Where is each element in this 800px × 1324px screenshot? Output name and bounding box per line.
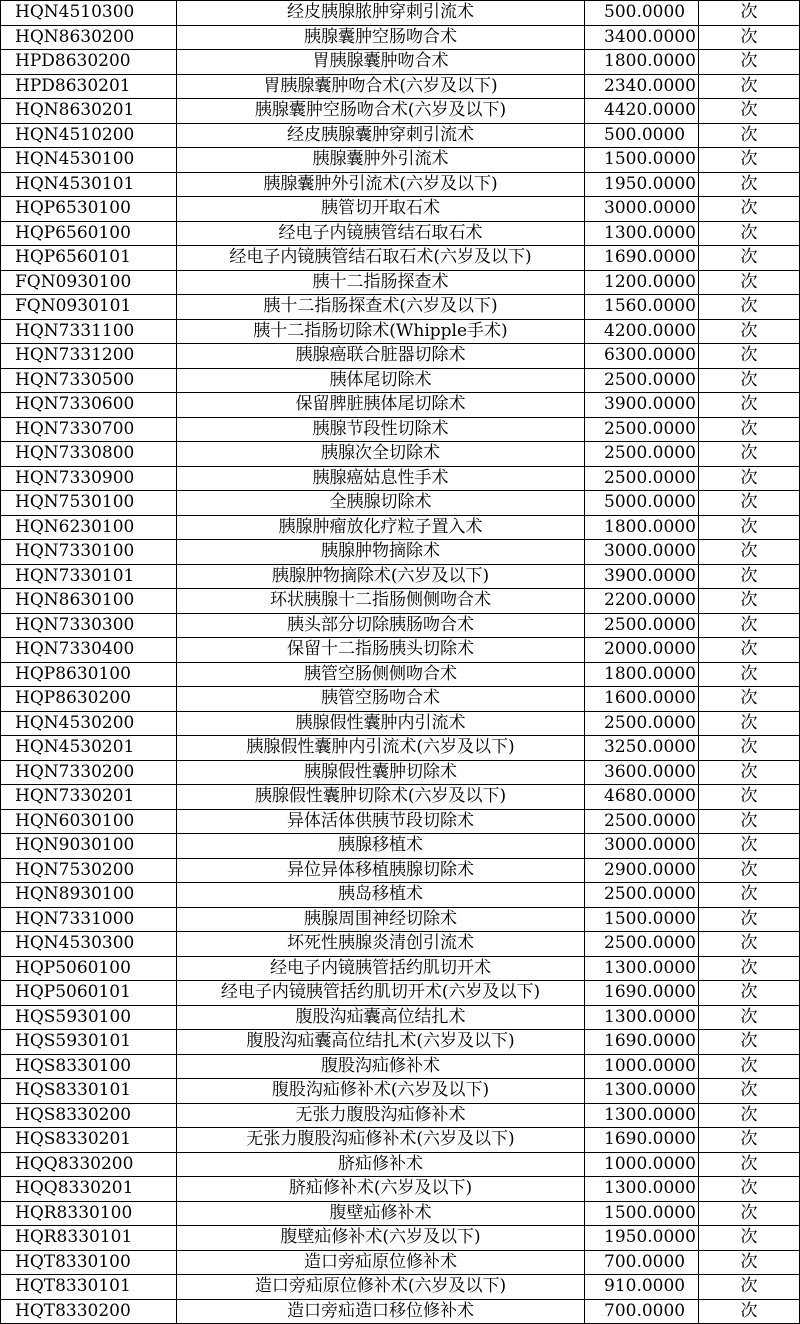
item-price-cell: 2500.0000 [585, 442, 699, 467]
item-name-cell: 经电子内镜胰管结石取石术 [177, 221, 585, 246]
table-row [1, 197, 800, 222]
item-price-cell: 1300.0000 [585, 1079, 699, 1104]
item-price-cell: 4680.0000 [585, 785, 699, 810]
table-row [1, 687, 800, 712]
item-code-cell: HQN7330700 [1, 417, 177, 442]
item-name-cell: 异位异体移植胰腺切除术 [177, 858, 585, 883]
item-code-cell: HQN4510300 [1, 1, 177, 26]
item-name-cell: 腹壁疝修补术 [177, 1201, 585, 1226]
table-row [1, 515, 800, 540]
item-price-cell: 2500.0000 [585, 883, 699, 908]
item-price-cell: 3900.0000 [585, 393, 699, 418]
item-name-cell: 胃胰腺囊肿吻合术(六岁及以下) [177, 74, 585, 99]
item-price-cell: 1200.0000 [585, 270, 699, 295]
table-row [1, 393, 800, 418]
item-price-cell: 1000.0000 [585, 1152, 699, 1177]
item-name-cell: 胰腺假性囊肿切除术(六岁及以下) [177, 785, 585, 810]
item-price-cell: 500.0000 [585, 123, 699, 148]
item-code-cell: HQN7330300 [1, 613, 177, 638]
item-price-cell: 1500.0000 [585, 148, 699, 173]
item-unit-cell: 次 [699, 50, 800, 75]
item-price-cell: 1800.0000 [585, 662, 699, 687]
item-unit-cell: 次 [699, 834, 800, 859]
item-unit-cell: 次 [699, 491, 800, 516]
item-code-cell: HQN7530100 [1, 491, 177, 516]
item-price-cell: 2340.0000 [585, 74, 699, 99]
item-unit-cell: 次 [699, 74, 800, 99]
item-name-cell: 腹股沟疝修补术 [177, 1054, 585, 1079]
table-row [1, 1128, 800, 1153]
item-price-cell: 1300.0000 [585, 1005, 699, 1030]
item-name-cell: 胰腺囊肿外引流术(六岁及以下) [177, 172, 585, 197]
fee-table-body [1, 1, 800, 1324]
item-code-cell: HQN7331000 [1, 907, 177, 932]
table-row [1, 1275, 800, 1300]
item-name-cell: 胰管空肠侧侧吻合术 [177, 662, 585, 687]
item-name-cell: 胰腺周围神经切除术 [177, 907, 585, 932]
table-row [1, 1079, 800, 1104]
item-price-cell: 1000.0000 [585, 1054, 699, 1079]
table-row [1, 417, 800, 442]
item-price-cell: 1690.0000 [585, 246, 699, 271]
item-name-cell: 胰腺囊肿外引流术 [177, 148, 585, 173]
item-code-cell: HQS8330100 [1, 1054, 177, 1079]
table-row [1, 613, 800, 638]
table-row [1, 491, 800, 516]
table-row [1, 638, 800, 663]
item-unit-cell: 次 [699, 1054, 800, 1079]
item-price-cell: 3000.0000 [585, 197, 699, 222]
item-unit-cell: 次 [699, 760, 800, 785]
table-row [1, 99, 800, 124]
item-price-cell: 1300.0000 [585, 1177, 699, 1202]
item-code-cell: HQN4530101 [1, 172, 177, 197]
table-row [1, 1299, 800, 1324]
item-unit-cell: 次 [699, 172, 800, 197]
item-price-cell: 4420.0000 [585, 99, 699, 124]
item-name-cell: 环状胰腺十二指肠侧侧吻合术 [177, 589, 585, 614]
item-code-cell: FQN0930100 [1, 270, 177, 295]
table-row [1, 834, 800, 859]
item-price-cell: 1690.0000 [585, 981, 699, 1006]
item-code-cell: HQP6560100 [1, 221, 177, 246]
item-code-cell: HQR8330100 [1, 1201, 177, 1226]
table-row [1, 760, 800, 785]
table-row [1, 981, 800, 1006]
item-unit-cell: 次 [699, 711, 800, 736]
item-price-cell: 1800.0000 [585, 515, 699, 540]
item-price-cell: 1300.0000 [585, 221, 699, 246]
item-unit-cell: 次 [699, 270, 800, 295]
item-name-cell: 胰腺癌联合脏器切除术 [177, 344, 585, 369]
item-unit-cell: 次 [699, 25, 800, 50]
item-unit-cell: 次 [699, 368, 800, 393]
item-name-cell: 胰头部分切除胰肠吻合术 [177, 613, 585, 638]
item-name-cell: 胰腺节段性切除术 [177, 417, 585, 442]
table-row [1, 50, 800, 75]
item-code-cell: HQP5060101 [1, 981, 177, 1006]
item-unit-cell: 次 [699, 809, 800, 834]
table-row [1, 1250, 800, 1275]
item-name-cell: 胰腺囊肿空肠吻合术 [177, 25, 585, 50]
item-code-cell: HQN6030100 [1, 809, 177, 834]
item-name-cell: 胰腺移植术 [177, 834, 585, 859]
item-unit-cell: 次 [699, 981, 800, 1006]
table-row [1, 466, 800, 491]
table-row [1, 1, 800, 26]
item-code-cell: HQN7330800 [1, 442, 177, 467]
item-code-cell: HQN4530200 [1, 711, 177, 736]
item-price-cell: 1950.0000 [585, 1226, 699, 1251]
item-unit-cell: 次 [699, 932, 800, 957]
table-row [1, 711, 800, 736]
item-code-cell: HQN7330600 [1, 393, 177, 418]
table-row [1, 956, 800, 981]
item-name-cell: 胰腺肿物摘除术(六岁及以下) [177, 564, 585, 589]
item-unit-cell: 次 [699, 907, 800, 932]
table-row [1, 442, 800, 467]
table-row [1, 319, 800, 344]
item-name-cell: 经皮胰腺囊肿穿刺引流术 [177, 123, 585, 148]
item-unit-cell: 次 [699, 662, 800, 687]
item-price-cell: 2200.0000 [585, 589, 699, 614]
item-code-cell: HQT8330101 [1, 1275, 177, 1300]
item-unit-cell: 次 [699, 393, 800, 418]
item-unit-cell: 次 [699, 99, 800, 124]
item-name-cell: 经电子内镜胰管结石取石术(六岁及以下) [177, 246, 585, 271]
item-price-cell: 1690.0000 [585, 1128, 699, 1153]
item-unit-cell: 次 [699, 564, 800, 589]
item-code-cell: HQP8630200 [1, 687, 177, 712]
item-name-cell: 胰腺肿瘤放化疗粒子置入术 [177, 515, 585, 540]
item-code-cell: HQP8630100 [1, 662, 177, 687]
item-price-cell: 1600.0000 [585, 687, 699, 712]
item-price-cell: 2500.0000 [585, 368, 699, 393]
table-row [1, 1054, 800, 1079]
item-unit-cell: 次 [699, 1226, 800, 1251]
item-code-cell: HQN4530100 [1, 148, 177, 173]
item-code-cell: HQN7330201 [1, 785, 177, 810]
item-unit-cell: 次 [699, 1103, 800, 1128]
item-price-cell: 6300.0000 [585, 344, 699, 369]
item-price-cell: 3600.0000 [585, 760, 699, 785]
item-price-cell: 1500.0000 [585, 1201, 699, 1226]
item-unit-cell: 次 [699, 883, 800, 908]
item-price-cell: 3250.0000 [585, 736, 699, 761]
item-unit-cell: 次 [699, 1079, 800, 1104]
item-unit-cell: 次 [699, 687, 800, 712]
item-price-cell: 2500.0000 [585, 613, 699, 638]
item-price-cell: 700.0000 [585, 1250, 699, 1275]
item-name-cell: 全胰腺切除术 [177, 491, 585, 516]
item-code-cell: HQQ8330201 [1, 1177, 177, 1202]
table-row [1, 883, 800, 908]
table-row [1, 368, 800, 393]
item-name-cell: 脐疝修补术 [177, 1152, 585, 1177]
table-row [1, 295, 800, 320]
item-price-cell: 3000.0000 [585, 834, 699, 859]
item-price-cell: 1950.0000 [585, 172, 699, 197]
item-code-cell: HQN8630100 [1, 589, 177, 614]
item-unit-cell: 次 [699, 1275, 800, 1300]
item-unit-cell: 次 [699, 589, 800, 614]
item-name-cell: 腹股沟疝囊高位结扎术 [177, 1005, 585, 1030]
item-code-cell: HQS8330200 [1, 1103, 177, 1128]
item-name-cell: 胰管空肠吻合术 [177, 687, 585, 712]
item-price-cell: 1500.0000 [585, 907, 699, 932]
item-code-cell: HQR8330101 [1, 1226, 177, 1251]
item-code-cell: HQN7331100 [1, 319, 177, 344]
table-row [1, 564, 800, 589]
table-row [1, 589, 800, 614]
item-name-cell: 腹壁疝修补术(六岁及以下) [177, 1226, 585, 1251]
table-row [1, 344, 800, 369]
item-price-cell: 3900.0000 [585, 564, 699, 589]
item-price-cell: 2500.0000 [585, 932, 699, 957]
item-code-cell: HQN4510200 [1, 123, 177, 148]
table-row [1, 932, 800, 957]
item-name-cell: 胰十二指肠探查术(六岁及以下) [177, 295, 585, 320]
table-row [1, 1030, 800, 1055]
item-unit-cell: 次 [699, 344, 800, 369]
item-name-cell: 坏死性胰腺炎清创引流术 [177, 932, 585, 957]
item-unit-cell: 次 [699, 246, 800, 271]
table-row [1, 1177, 800, 1202]
item-code-cell: HQS5930101 [1, 1030, 177, 1055]
item-price-cell: 1560.0000 [585, 295, 699, 320]
item-price-cell: 500.0000 [585, 1, 699, 26]
item-unit-cell: 次 [699, 736, 800, 761]
item-name-cell: 异体活体供胰节段切除术 [177, 809, 585, 834]
table-row [1, 1005, 800, 1030]
item-name-cell: 胰腺囊肿空肠吻合术(六岁及以下) [177, 99, 585, 124]
item-name-cell: 保留十二指肠胰头切除术 [177, 638, 585, 663]
item-price-cell: 2500.0000 [585, 711, 699, 736]
item-code-cell: HQS5930100 [1, 1005, 177, 1030]
item-unit-cell: 次 [699, 858, 800, 883]
item-name-cell: 胰腺假性囊肿内引流术 [177, 711, 585, 736]
table-row [1, 809, 800, 834]
item-code-cell: HQN7331200 [1, 344, 177, 369]
item-code-cell: HQN7330400 [1, 638, 177, 663]
item-unit-cell: 次 [699, 785, 800, 810]
table-row [1, 74, 800, 99]
item-name-cell: 胰十二指肠切除术(Whipple手术) [177, 319, 585, 344]
table-row [1, 221, 800, 246]
item-unit-cell: 次 [699, 515, 800, 540]
item-unit-cell: 次 [699, 1, 800, 26]
table-row [1, 1152, 800, 1177]
item-code-cell: HQN9030100 [1, 834, 177, 859]
item-name-cell: 经电子内镜胰管括约肌切开术(六岁及以下) [177, 981, 585, 1006]
item-name-cell: 无张力腹股沟疝修补术(六岁及以下) [177, 1128, 585, 1153]
item-price-cell: 4200.0000 [585, 319, 699, 344]
item-unit-cell: 次 [699, 442, 800, 467]
table-row [1, 1103, 800, 1128]
item-unit-cell: 次 [699, 221, 800, 246]
item-unit-cell: 次 [699, 295, 800, 320]
item-unit-cell: 次 [699, 613, 800, 638]
item-code-cell: HQN8630201 [1, 99, 177, 124]
item-price-cell: 1690.0000 [585, 1030, 699, 1055]
item-unit-cell: 次 [699, 123, 800, 148]
item-unit-cell: 次 [699, 1128, 800, 1153]
table-row [1, 858, 800, 883]
item-unit-cell: 次 [699, 1005, 800, 1030]
item-price-cell: 700.0000 [585, 1299, 699, 1324]
item-name-cell: 胰管切开取石术 [177, 197, 585, 222]
table-row [1, 662, 800, 687]
item-code-cell: FQN0930101 [1, 295, 177, 320]
item-name-cell: 胰岛移植术 [177, 883, 585, 908]
item-price-cell: 2500.0000 [585, 466, 699, 491]
item-name-cell: 胰体尾切除术 [177, 368, 585, 393]
item-name-cell: 经电子内镜胰管括约肌切开术 [177, 956, 585, 981]
item-name-cell: 胰腺次全切除术 [177, 442, 585, 467]
item-name-cell: 造口旁疝原位修补术(六岁及以下) [177, 1275, 585, 1300]
item-name-cell: 造口旁疝原位修补术 [177, 1250, 585, 1275]
item-unit-cell: 次 [699, 540, 800, 565]
item-unit-cell: 次 [699, 1201, 800, 1226]
item-code-cell: HQN7330900 [1, 466, 177, 491]
item-name-cell: 脐疝修补术(六岁及以下) [177, 1177, 585, 1202]
item-name-cell: 胰腺假性囊肿内引流术(六岁及以下) [177, 736, 585, 761]
item-code-cell: HPD8630201 [1, 74, 177, 99]
item-price-cell: 2000.0000 [585, 638, 699, 663]
item-price-cell: 2900.0000 [585, 858, 699, 883]
item-price-cell: 5000.0000 [585, 491, 699, 516]
item-price-cell: 1800.0000 [585, 50, 699, 75]
item-name-cell: 胰腺假性囊肿切除术 [177, 760, 585, 785]
item-price-cell: 1300.0000 [585, 1103, 699, 1128]
item-unit-cell: 次 [699, 1030, 800, 1055]
item-name-cell: 腹股沟疝囊高位结扎术(六岁及以下) [177, 1030, 585, 1055]
table-row [1, 25, 800, 50]
item-unit-cell: 次 [699, 1177, 800, 1202]
item-name-cell: 保留脾脏胰体尾切除术 [177, 393, 585, 418]
item-code-cell: HQS8330201 [1, 1128, 177, 1153]
item-code-cell: HQN7530200 [1, 858, 177, 883]
item-unit-cell: 次 [699, 1299, 800, 1324]
item-name-cell: 无张力腹股沟疝修补术 [177, 1103, 585, 1128]
item-code-cell: HQT8330200 [1, 1299, 177, 1324]
item-code-cell: HQT8330100 [1, 1250, 177, 1275]
item-code-cell: HQN7330500 [1, 368, 177, 393]
item-name-cell: 经皮胰腺脓肿穿刺引流术 [177, 1, 585, 26]
item-code-cell: HQN7330101 [1, 564, 177, 589]
item-price-cell: 1300.0000 [585, 956, 699, 981]
table-row [1, 172, 800, 197]
item-code-cell: HPD8630200 [1, 50, 177, 75]
item-code-cell: HQN6230100 [1, 515, 177, 540]
item-unit-cell: 次 [699, 1250, 800, 1275]
item-name-cell: 胰腺肿物摘除术 [177, 540, 585, 565]
item-code-cell: HQN8930100 [1, 883, 177, 908]
item-code-cell: HQS8330101 [1, 1079, 177, 1104]
table-row [1, 785, 800, 810]
table-row [1, 148, 800, 173]
table-row [1, 1201, 800, 1226]
item-unit-cell: 次 [699, 466, 800, 491]
item-name-cell: 腹股沟疝修补术(六岁及以下) [177, 1079, 585, 1104]
table-row [1, 907, 800, 932]
item-code-cell: HQP6530100 [1, 197, 177, 222]
item-unit-cell: 次 [699, 417, 800, 442]
item-price-cell: 2500.0000 [585, 417, 699, 442]
item-price-cell: 3400.0000 [585, 25, 699, 50]
item-price-cell: 2500.0000 [585, 809, 699, 834]
item-unit-cell: 次 [699, 148, 800, 173]
item-unit-cell: 次 [699, 319, 800, 344]
item-code-cell: HQN7330100 [1, 540, 177, 565]
item-unit-cell: 次 [699, 956, 800, 981]
item-code-cell: HQQ8330200 [1, 1152, 177, 1177]
table-row [1, 1226, 800, 1251]
table-row [1, 540, 800, 565]
item-code-cell: HQN4530201 [1, 736, 177, 761]
table-row [1, 123, 800, 148]
item-price-cell: 910.0000 [585, 1275, 699, 1300]
table-row [1, 736, 800, 761]
item-unit-cell: 次 [699, 638, 800, 663]
table-row [1, 246, 800, 271]
item-code-cell: HQN8630200 [1, 25, 177, 50]
item-name-cell: 造口旁疝造口移位修补术 [177, 1299, 585, 1324]
item-name-cell: 胰十二指肠探查术 [177, 270, 585, 295]
item-price-cell: 3000.0000 [585, 540, 699, 565]
item-name-cell: 胰腺癌姑息性手术 [177, 466, 585, 491]
item-code-cell: HQP6560101 [1, 246, 177, 271]
item-code-cell: HQN7330200 [1, 760, 177, 785]
table-row [1, 270, 800, 295]
item-unit-cell: 次 [699, 197, 800, 222]
item-name-cell: 胃胰腺囊肿吻合术 [177, 50, 585, 75]
item-unit-cell: 次 [699, 1152, 800, 1177]
item-code-cell: HQP5060100 [1, 956, 177, 981]
item-code-cell: HQN4530300 [1, 932, 177, 957]
